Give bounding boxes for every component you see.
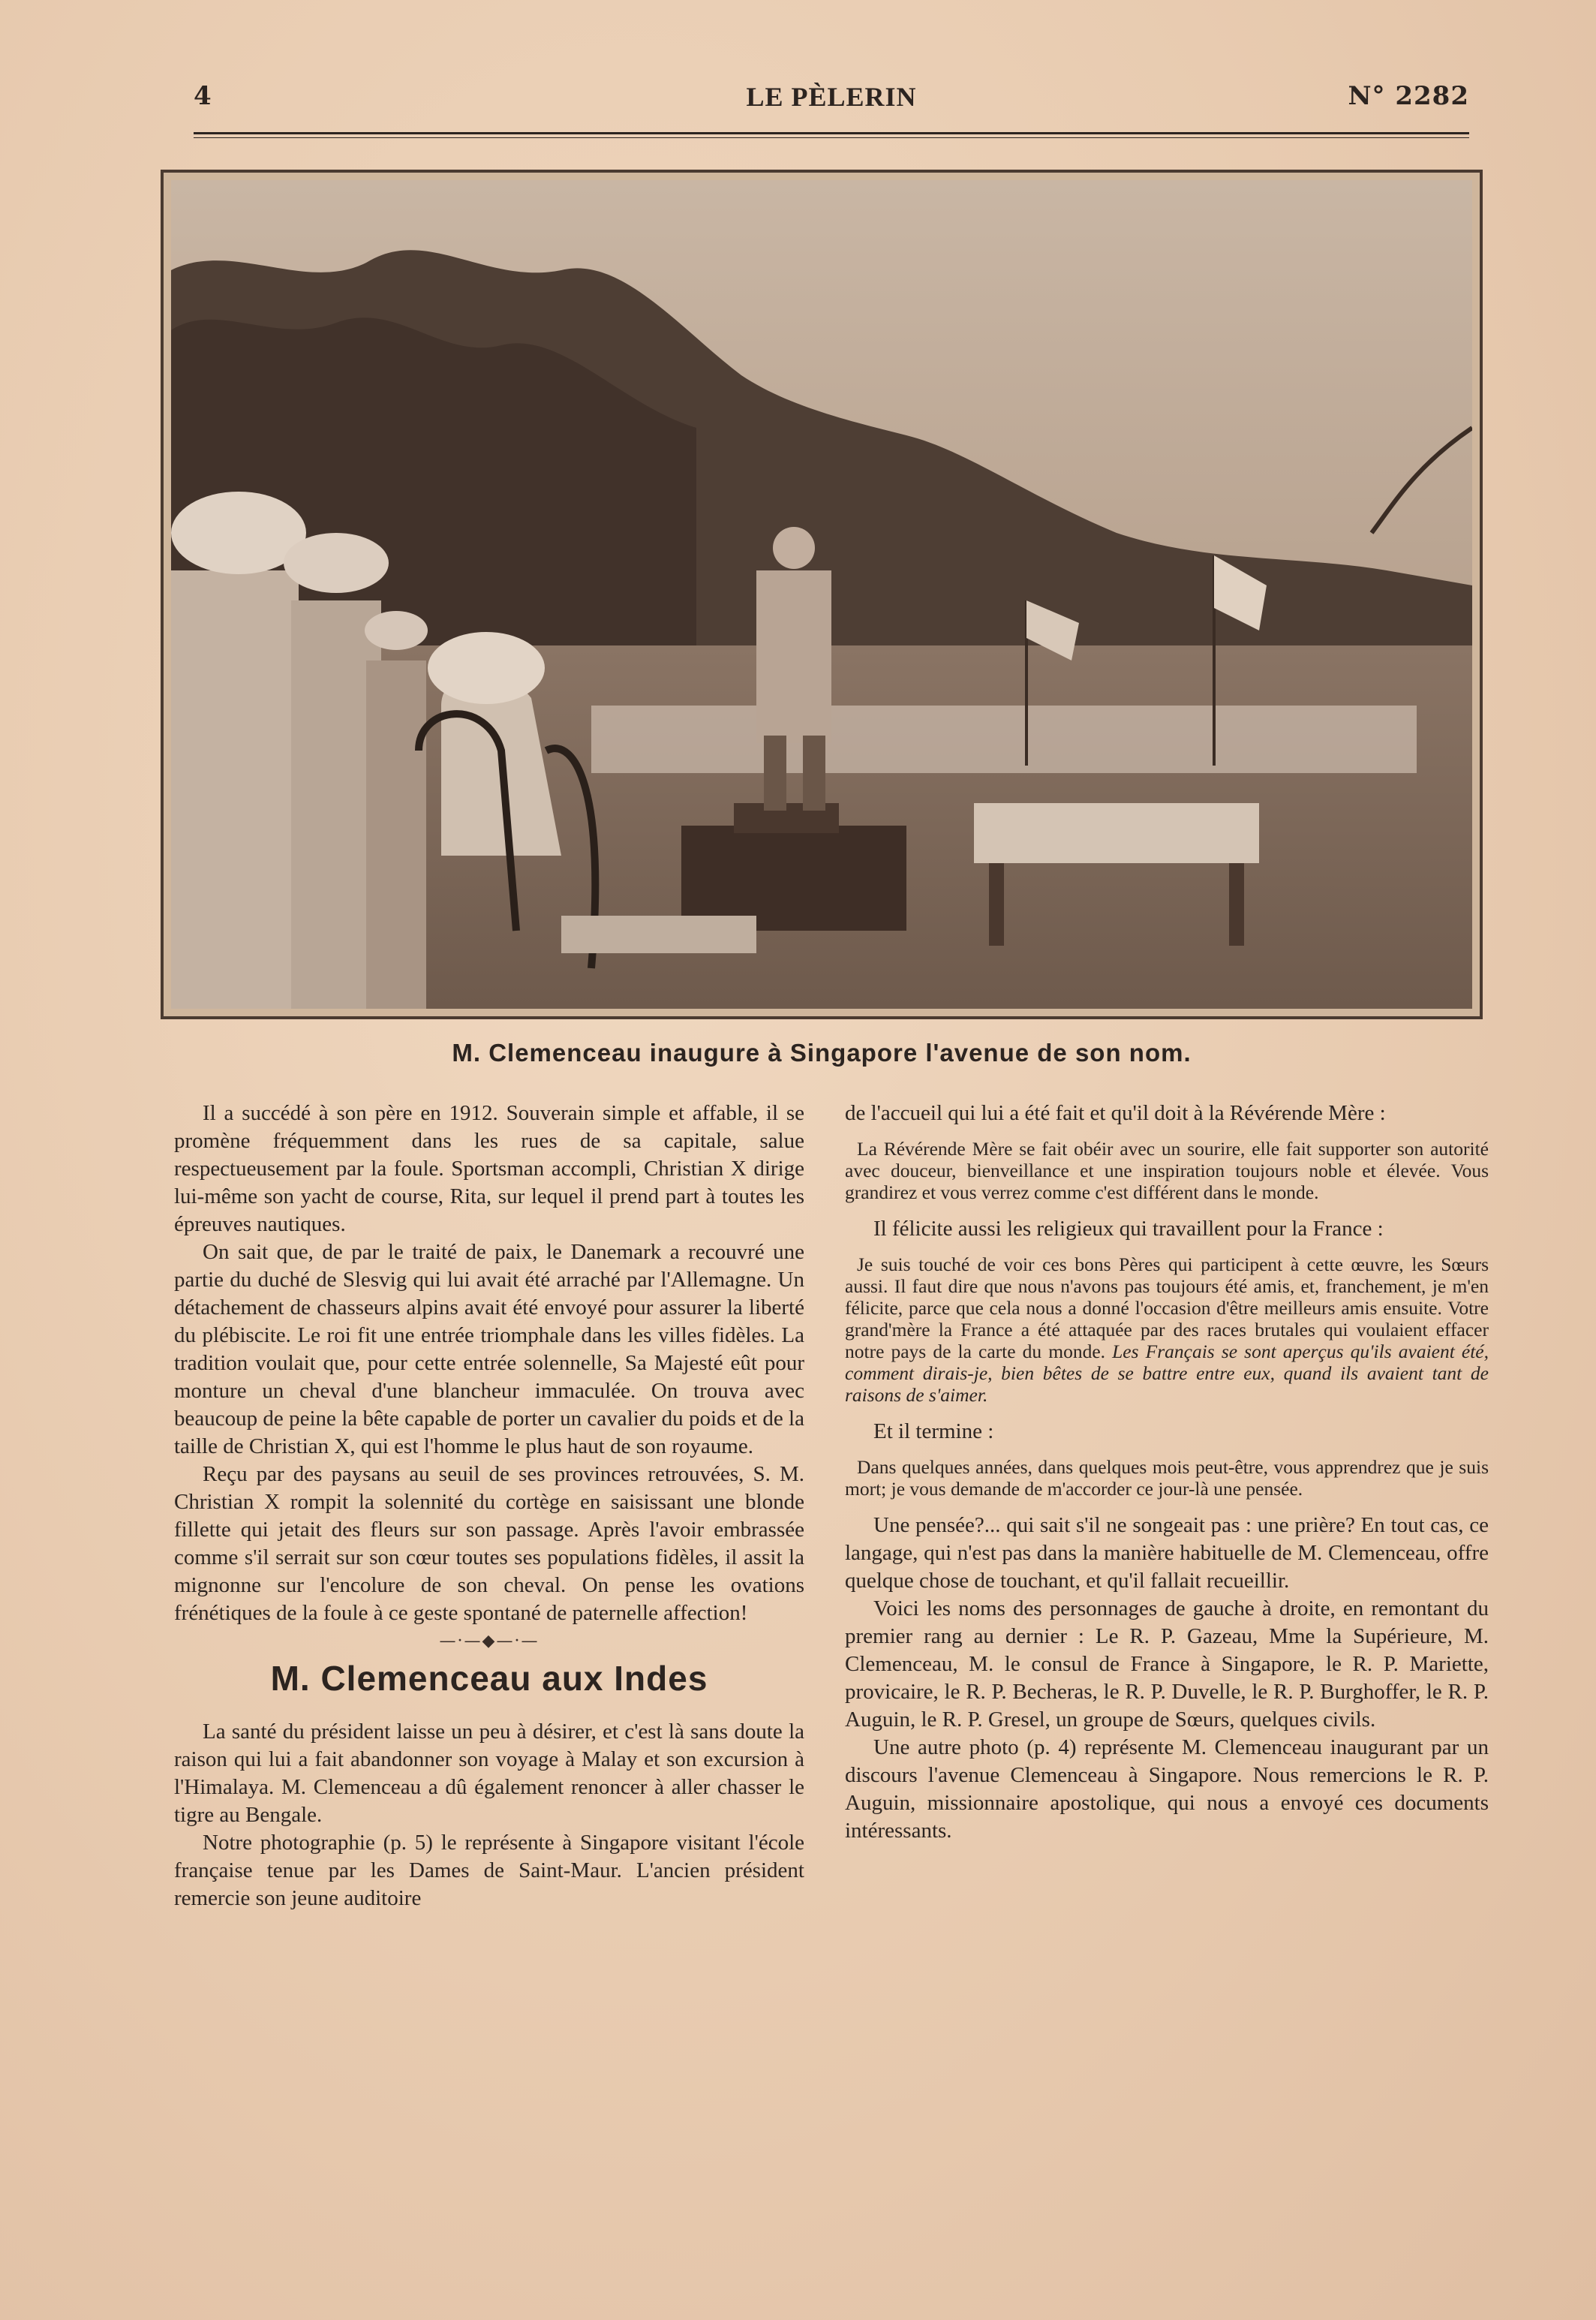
article-paragraph: Une autre photo (p. 4) représente M. Clemenceau inaugurant par un discours l'avenue Clemenceau à Singapore. Nous remercions le R. P. Auguin, missionnaire apostolique, qui nous a envoyé ces documents intéressants.: [845, 1735, 1489, 1843]
right-column: [845, 1100, 1489, 1845]
header-rule: [194, 132, 1469, 138]
photograph: [161, 170, 1483, 1019]
article-paragraph: Et il termine :: [873, 1419, 994, 1443]
article-paragraph: Reçu par des paysans au seuil de ses provinces retrouvées, S. M. Christian X rompit la solennité du cortège en saisissant une blonde fillette qui jetait des fleurs sur son passage. Après l'avoir embrassée comme s'il serrait sur son cœur toutes ses populations fidèles, il assit la mignonne sur l'encolure de son cheval. On pense les ovations frénétiques de la foule à ce geste spontané de paternelle affection!: [174, 1462, 804, 1625]
page-header: [194, 81, 1469, 126]
quotation: La Révérende Mère se fait obéir avec un sourire, elle fait supporter son autorité avec douceur, bienveillance et une inspiration toujours noble et élevée. Vous grandirez et vous verrez comme c'est différent dans le monde.: [845, 1138, 1489, 1203]
journal-title: LE PÈLERIN: [746, 82, 917, 112]
article-paragraph: Il félicite aussi les religieux qui travaillent pour la France :: [873, 1217, 1384, 1241]
article-paragraph: La santé du président laisse un peu à désirer, et c'est là sans doute la raison qui lui a fait abandonner son voyage à Malay et son excursion à l'Himalaya. M. Clemenceau a dû également renoncer à aller chasser le tigre au Bengale.: [174, 1720, 804, 1827]
article-paragraph: Voici les noms des personnages de gauche à droite, en remontant du premier rang au dernier : Le R. P. Gazeau, Mme la Supérieure, M. Clemenceau, M. le consul de France à Singapore, le R. P. Mariette, provicaire, le R. P. Becheras, le R. P. Duvelle, le R. P. Burghoffer, le R. P. Auguin, le R. P. Gresel, un groupe de Sœurs, quelques civils.: [845, 1596, 1489, 1732]
article-paragraph: Notre photographie (p. 5) le représente à Singapore visitant l'école française tenue par les Dames de Saint-Maur. L'ancien président remercie son jeune auditoire: [174, 1831, 804, 1910]
quotation: Dans quelques années, dans quelques mois peut-être, vous apprendrez que je suis mort; je vous demande de m'accorder ce jour-là une pensée.: [845, 1456, 1489, 1500]
section-title: M. Clemenceau aux Indes: [270, 1659, 708, 1698]
article-paragraph: Il a succédé à son père en 1912. Souverain simple et affable, il se promène fréquemment dans les rues de sa capitale, salue respectueusement par la foule. Sportsman accompli, Christian X dirige lui-même son yacht de course, Rita, sur lequel il prend part à toutes les épreuves nautiques.: [174, 1101, 804, 1236]
article-paragraph: Une pensée?... qui sait s'il ne songeait pas : une prière? En tout cas, ce langage, qui n'est pas dans la manière habituelle de M. Clemenceau, offre quelque chose de touchant, et qu'il fallait recueillir.: [845, 1513, 1489, 1593]
page-number: 4: [194, 81, 212, 111]
quotation-italic-text: Les Français se sont aperçus qu'ils avaient été, comment dirais-je, bien bêtes de se battre entre eux, quand ils avaient tant de raisons de s'aimer.: [845, 1341, 1489, 1406]
issue-number: N° 2282: [1348, 81, 1469, 111]
photo-illustration: [171, 180, 1472, 1009]
article-paragraph: de l'accueil qui lui a été fait et qu'il doit à la Révérende Mère :: [845, 1101, 1386, 1125]
quotation-text: Je suis touché de voir ces bons Pères qui participent à cette œuvre, les Sœurs aussi. Il faut dire que nous n'avons pas toujours été amis, et, franchement, je m'en félicite, parce que cela nous a donné l'occasion d'être meilleurs amis ensuite. Votre grand'mère la France a été attaquée par des races brutales qui voulaient effacer notre pays de la carte du monde.: [845, 1253, 1489, 1362]
section-divider-ornament: —·—◆—·—: [439, 1632, 540, 1650]
quotation: [845, 1253, 1489, 1406]
left-column: [174, 1100, 804, 1912]
photo-caption: M. Clemenceau inaugure à Singapore l'avenue de son nom.: [452, 1039, 1192, 1067]
article-paragraph: On sait que, de par le traité de paix, le Danemark a recouvré une partie du duché de Slesvig qui lui avait été arraché par l'Allemagne. Un détachement de chasseurs alpins avait été envoyé pour assurer la liberté du plébiscite. Le roi fit une entrée triomphale dans les villes fidèles. La tradition voulait que, pour cette entrée solennelle, Sa Majesté eût pour monture un cheval d'une blancheur immaculée. On trouva avec beaucoup de peine la bête capable de porter un cavalier du poids et de la taille de Christian X, qui est l'homme le plus haut de son royaume.: [174, 1240, 804, 1458]
